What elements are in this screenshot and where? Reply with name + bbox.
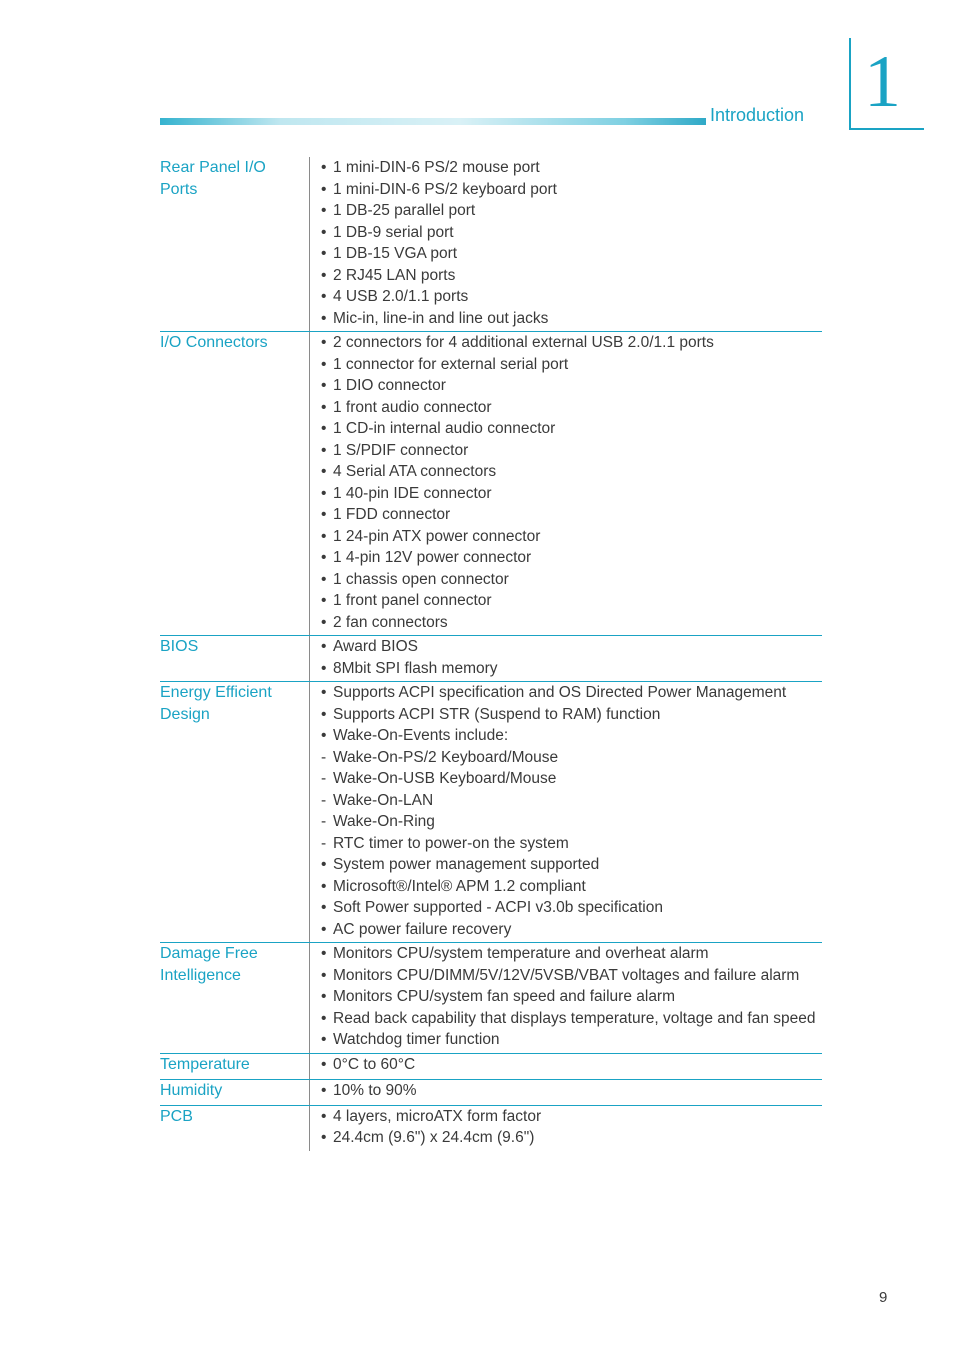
spec-item-text: 1 front audio connector — [333, 398, 492, 416]
spec-item — [321, 658, 822, 680]
spec-sub-item — [321, 747, 822, 769]
bullet-marker: • — [321, 945, 327, 962]
spec-item-text: System power management supported — [333, 856, 600, 873]
spec-item-text: 1 DIO connector — [333, 377, 446, 394]
spec-item-text: 0°C to 60°C — [333, 1055, 416, 1073]
bullet-marker: • — [321, 245, 327, 262]
spec-item — [321, 243, 822, 265]
spec-item — [321, 986, 822, 1008]
spec-item — [321, 704, 822, 726]
spec-item-text: 1 chassis open connector — [333, 570, 509, 588]
spec-item-text: 1 mini-DIN-6 PS/2 mouse port — [333, 159, 540, 176]
bullet-marker: • — [321, 398, 327, 416]
bullet-marker: • — [321, 527, 327, 545]
spec-item-text: 4 layers, microATX form factor — [333, 1107, 542, 1125]
dash-marker: - — [321, 834, 327, 852]
spec-item — [321, 590, 822, 612]
spec-item-text: 4 Serial ATA connectors — [333, 463, 497, 480]
spec-table-body — [160, 157, 822, 1151]
spec-sub-item — [321, 768, 822, 790]
dash-marker: - — [321, 791, 327, 809]
spec-item-text: 24.4cm (9.6") x 24.4cm (9.6") — [333, 1129, 535, 1146]
dash-marker: - — [321, 748, 327, 766]
spec-item-text: 1 DB-15 VGA port — [333, 245, 458, 262]
spec-item — [321, 418, 822, 440]
dash-marker: - — [321, 813, 327, 830]
spec-item-text: Monitors CPU/system temperature and overheat alarm — [333, 945, 709, 962]
spec-item — [321, 1029, 822, 1051]
spec-item-text: 4 USB 2.0/1.1 ports — [333, 288, 469, 305]
spec-items — [310, 1105, 823, 1151]
spec-item-text: 1 40-pin IDE connector — [333, 484, 492, 502]
bullet-marker: • — [321, 638, 327, 655]
spec-row — [160, 1079, 822, 1105]
chapter-frame-horizontal — [849, 128, 924, 130]
bullet-marker: • — [321, 988, 327, 1005]
spec-item — [321, 612, 822, 634]
spec-items — [310, 332, 823, 636]
spec-item-text: Watchdog timer function — [333, 1031, 500, 1048]
spec-item-text: 1 FDD connector — [333, 506, 451, 523]
bullet-marker: • — [321, 1081, 327, 1099]
bullet-marker: • — [321, 266, 327, 284]
header-rule — [160, 118, 706, 125]
spec-row — [160, 636, 822, 682]
spec-item-text: RTC timer to power-on the system — [333, 834, 569, 852]
bullet-marker: • — [321, 202, 327, 219]
spec-row — [160, 943, 822, 1054]
spec-item-text: 2 fan connectors — [333, 613, 448, 631]
spec-label: PCB — [160, 1107, 193, 1125]
spec-label: Energy Efficient Design — [160, 682, 310, 943]
spec-item-text: 2 connectors for 4 additional external USB 2.0/1.1 ports — [333, 334, 714, 351]
spec-item — [321, 897, 822, 919]
chapter-frame-vertical — [849, 38, 851, 130]
bullet-marker: • — [321, 659, 327, 677]
spec-row — [160, 1105, 822, 1151]
spec-item-text: Read back capability that displays temperature, voltage and fan speed — [333, 1009, 816, 1027]
spec-item-text: 1 DB-25 parallel port — [333, 202, 476, 219]
spec-item — [321, 483, 822, 505]
bullet-marker: • — [321, 592, 327, 609]
bullet-marker: • — [321, 1129, 327, 1146]
bullet-marker: • — [321, 1031, 327, 1048]
bullet-marker: • — [321, 506, 327, 523]
spec-table — [160, 157, 822, 1151]
bullet-marker: • — [321, 377, 327, 394]
spec-item — [321, 440, 822, 462]
bullet-marker: • — [321, 856, 327, 873]
spec-item-text: Wake-On-Events include: — [333, 727, 509, 744]
bullet-marker: • — [321, 463, 327, 480]
spec-item-text: 1 S/PDIF connector — [333, 441, 469, 459]
bullet-marker: • — [321, 570, 327, 588]
bullet-marker: • — [321, 1055, 327, 1073]
spec-item-text: 1 front panel connector — [333, 592, 492, 609]
bullet-marker: • — [321, 727, 327, 744]
spec-item — [321, 397, 822, 419]
spec-row — [160, 1053, 822, 1079]
spec-item — [321, 854, 822, 876]
spec-item-text: 1 24-pin ATX power connector — [333, 527, 541, 545]
spec-item-text: Wake-On-Ring — [333, 813, 435, 830]
spec-item — [321, 179, 822, 201]
spec-item — [321, 375, 822, 397]
chapter-number: 1 — [864, 41, 901, 123]
spec-item — [321, 504, 822, 526]
spec-item — [321, 526, 822, 548]
bullet-marker: • — [321, 309, 327, 327]
spec-items — [310, 1079, 823, 1105]
spec-item — [321, 725, 822, 747]
spec-item — [321, 461, 822, 483]
spec-item-text: Mic-in, line-in and line out jacks — [333, 309, 549, 327]
bullet-marker: • — [321, 420, 327, 437]
spec-item-text: Award BIOS — [333, 638, 419, 655]
spec-item-text: Wake-On-LAN — [333, 791, 434, 809]
spec-label: Humidity — [160, 1079, 310, 1105]
spec-label: Rear Panel I/O Ports — [160, 157, 310, 332]
spec-item-text: 1 connector for external serial port — [333, 355, 569, 373]
spec-label: Damage Free Intelligence — [160, 943, 310, 1054]
spec-item — [321, 943, 822, 965]
bullet-marker: • — [321, 1107, 327, 1125]
spec-item — [321, 569, 822, 591]
page-number: 9 — [879, 1289, 888, 1306]
spec-item-text: 1 DB-9 serial port — [333, 223, 454, 241]
section-title: Introduction — [710, 105, 805, 125]
spec-item-text: Soft Power supported - ACPI v3.0b specification — [333, 899, 663, 916]
spec-item-text: Monitors CPU/DIMM/5V/12V/5VSB/VBAT voltages and failure alarm — [333, 966, 800, 984]
spec-item-text: Supports ACPI specification and OS Directed Power Management — [333, 684, 787, 701]
spec-item-text: 10% to 90% — [333, 1081, 417, 1099]
spec-item — [321, 308, 822, 330]
bullet-marker: • — [321, 334, 327, 351]
spec-item — [321, 265, 822, 287]
bullet-marker: • — [321, 877, 327, 895]
spec-item — [321, 1080, 822, 1102]
bullet-marker: • — [321, 549, 327, 566]
spec-sub-item — [321, 811, 822, 833]
bullet-marker: • — [321, 223, 327, 241]
spec-item — [321, 919, 822, 941]
bullet-marker: • — [321, 1009, 327, 1027]
spec-row — [160, 682, 822, 943]
bullet-marker: • — [321, 355, 327, 373]
spec-item — [321, 682, 822, 704]
spec-label: I/O Connectors — [160, 332, 310, 636]
bullet-marker: • — [321, 441, 327, 459]
spec-item — [321, 1106, 822, 1128]
spec-items — [310, 157, 823, 332]
spec-item-text: Wake-On-PS/2 Keyboard/Mouse — [333, 748, 559, 766]
spec-item-text: Supports ACPI STR (Suspend to RAM) function — [333, 705, 661, 723]
spec-item — [321, 332, 822, 354]
bullet-marker: • — [321, 613, 327, 631]
spec-item — [321, 286, 822, 308]
spec-item-text: 8Mbit SPI flash memory — [333, 659, 498, 677]
spec-item — [321, 1127, 822, 1149]
spec-row — [160, 332, 822, 636]
spec-item — [321, 1008, 822, 1030]
dash-marker: - — [321, 770, 327, 787]
spec-item — [321, 354, 822, 376]
spec-item — [321, 876, 822, 898]
bullet-marker: • — [321, 920, 327, 938]
spec-items — [310, 1053, 823, 1079]
bullet-marker: • — [321, 484, 327, 502]
spec-item — [321, 157, 822, 179]
spec-item — [321, 200, 822, 222]
bullet-marker: • — [321, 899, 327, 916]
spec-item — [321, 222, 822, 244]
bullet-marker: • — [321, 705, 327, 723]
bullet-marker: • — [321, 966, 327, 984]
bullet-marker: • — [321, 684, 327, 701]
spec-item-text: AC power failure recovery — [333, 920, 512, 938]
spec-label: Temperature — [160, 1053, 310, 1079]
spec-sub-item — [321, 790, 822, 812]
spec-items — [310, 943, 823, 1054]
spec-items — [310, 682, 823, 943]
spec-item-text: Monitors CPU/system fan speed and failure alarm — [333, 988, 676, 1005]
spec-item — [321, 1054, 822, 1076]
bullet-marker: • — [321, 159, 327, 176]
bullet-marker: • — [321, 180, 327, 198]
spec-item-text: 1 mini-DIN-6 PS/2 keyboard port — [333, 180, 557, 198]
spec-items — [310, 636, 823, 682]
spec-row — [160, 157, 822, 332]
spec-item-text: 1 CD-in internal audio connector — [333, 420, 556, 437]
bullet-marker: • — [321, 288, 327, 305]
spec-item — [321, 547, 822, 569]
spec-item-text: 2 RJ45 LAN ports — [333, 266, 456, 284]
spec-item-text: Microsoft®/Intel® APM 1.2 compliant — [333, 877, 586, 895]
spec-label: BIOS — [160, 636, 310, 682]
spec-item — [321, 965, 822, 987]
spec-item-text: Wake-On-USB Keyboard/Mouse — [333, 770, 557, 787]
spec-sub-item — [321, 833, 822, 855]
spec-item — [321, 636, 822, 658]
spec-item-text: 1 4-pin 12V power connector — [333, 549, 532, 566]
